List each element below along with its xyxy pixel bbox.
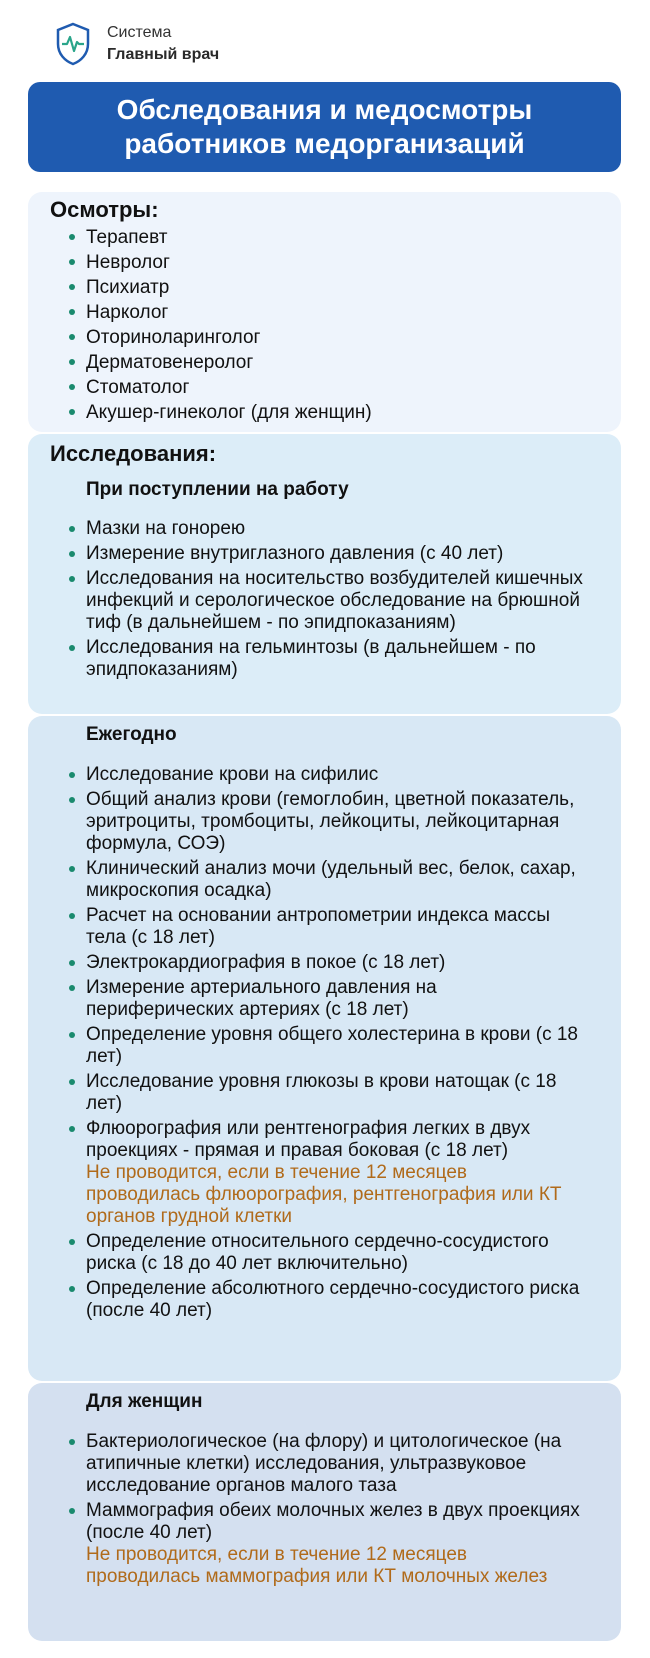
list-item: Электрокардиография в покое (с 18 лет) — [86, 952, 586, 974]
exams-card — [28, 192, 621, 432]
shield-pulse-icon — [55, 22, 91, 66]
brand-name — [107, 22, 219, 66]
list-item: Нарколог — [86, 301, 586, 324]
page-title — [28, 82, 621, 172]
brand-line-2: Главный врач — [107, 46, 220, 63]
list-item: Определение относительного сердечно-сосудистого риска (с 18 до 40 лет включительно) — [86, 1231, 586, 1275]
page-title-line-2: работников медорганизаций — [124, 128, 525, 159]
list-item: Клинический анализ мочи (удельный вес, белок, сахар, микроскопия осадка) — [86, 858, 586, 902]
fluorography-note: Не проводится, если в течение 12 месяцев проводилась флюорография, рентгенография или КТ органов грудной клетки — [86, 1162, 562, 1227]
list-item — [86, 1500, 586, 1588]
exams-list — [28, 226, 586, 426]
list-item: Оториноларинголог — [86, 326, 586, 349]
women-card — [28, 1383, 621, 1641]
research-title: Исследования: — [50, 441, 217, 466]
women-list — [28, 1431, 586, 1591]
list-item: Общий анализ крови (гемоглобин, цветной показатель, эритроциты, тромбоциты, лейкоциты, лейкоцитарная формула, СОЭ) — [86, 789, 586, 855]
on-hire-title: При поступлении на работу — [86, 479, 349, 500]
annual-title: Ежегодно — [86, 724, 177, 745]
list-item: Измерение внутриглазного давления (с 40 лет) — [86, 543, 586, 565]
list-item: Исследования на гельминтозы (в дальнейшем - по эпидпоказаниям) — [86, 637, 586, 681]
brand-logo — [55, 22, 219, 66]
list-item: Исследование крови на сифилис — [86, 764, 586, 786]
page-title-line-1: Обследования и медосмотры — [116, 94, 533, 125]
fluorography-text: Флюорография или рентгенография легких в двух проекциях - прямая и правая боковая (с 18 лет) — [86, 1118, 531, 1161]
list-item: Акушер-гинеколог (для женщин) — [86, 401, 586, 424]
exams-title: Осмотры: — [50, 197, 159, 222]
mammography-text: Маммография обеих молочных желез в двух проекциях (после 40 лет) — [86, 1500, 580, 1543]
list-item: Невролог — [86, 251, 586, 274]
on-hire-list — [28, 518, 586, 684]
annual-card — [28, 716, 621, 1381]
on-hire-card — [28, 434, 621, 714]
list-item: Мазки на гонорею — [86, 518, 586, 540]
list-item: Измерение артериального давления на периферических артериях (с 18 лет) — [86, 977, 586, 1021]
list-item: Исследования на носительство возбудителей кишечных инфекций и серологическое обследование на брюшной тиф (в дальнейшем - по эпидпоказаниям) — [86, 568, 586, 634]
women-title: Для женщин — [86, 1391, 203, 1412]
list-item: Стоматолог — [86, 376, 586, 399]
list-item: Дерматовенеролог — [86, 351, 586, 374]
list-item — [86, 1118, 586, 1228]
list-item: Терапевт — [86, 226, 586, 249]
list-item: Бактериологическое (на флору) и цитологическое (на атипичные клетки) исследования, ультразвуковое исследование органов малого таза — [86, 1431, 586, 1497]
brand-line-1: Система — [107, 24, 172, 41]
list-item: Исследование уровня глюкозы в крови натощак (с 18 лет) — [86, 1071, 586, 1115]
list-item: Определение уровня общего холестерина в крови (с 18 лет) — [86, 1024, 586, 1068]
list-item: Психиатр — [86, 276, 586, 299]
annual-list — [28, 764, 586, 1325]
list-item: Расчет на основании антропометрии индекса массы тела (с 18 лет) — [86, 905, 586, 949]
mammography-note: Не проводится, если в течение 12 месяцев проводилась маммография или КТ молочных желез — [86, 1544, 548, 1587]
list-item: Определение абсолютного сердечно-сосудистого риска (после 40 лет) — [86, 1278, 586, 1322]
